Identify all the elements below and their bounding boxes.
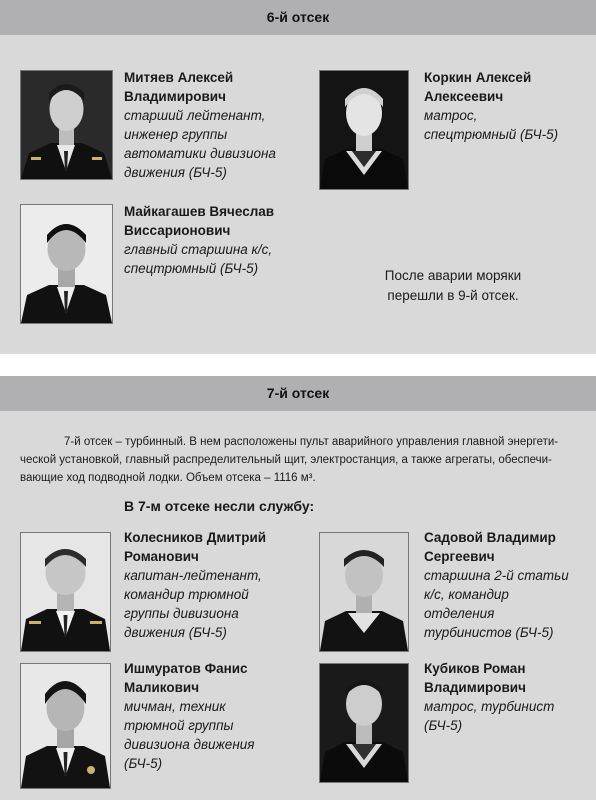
person-maykagashev	[124, 202, 274, 278]
person-desc-line: отделения	[424, 606, 495, 621]
person-korkin	[424, 68, 558, 144]
note-line: перешли в 9-й отсек.	[387, 288, 519, 303]
intro-line: вающие ход подводной лодки. Объем отсека – 1116 м³.	[20, 472, 316, 484]
person-desc-line: движения (БЧ-5)	[124, 625, 227, 640]
person-desc-line: главный старшина к/с,	[124, 242, 273, 257]
compartment-7-intro	[20, 433, 576, 487]
after-accident-note	[342, 266, 564, 306]
portrait-photo-sadovoy	[319, 532, 409, 652]
person-name-line: Кубиков Роман	[424, 661, 526, 676]
person-desc-line: командир трюмной	[124, 587, 249, 602]
person-desc-line: дивизиона движения	[124, 737, 255, 752]
person-desc-line: спецтрюмный (БЧ-5)	[424, 127, 559, 142]
person-desc-line: инженер группы	[124, 127, 228, 142]
portrait-photo-kolesnikov	[20, 532, 111, 652]
compartment-7-panel	[0, 376, 596, 800]
person-name-line: Майкагашев Вячеслав	[124, 204, 275, 219]
person-name-line: Ишмуратов Фанис	[124, 661, 248, 676]
person-kubikov	[424, 659, 554, 735]
person-desc-line: автоматики дивизиона	[124, 146, 276, 161]
person-desc-line: группы дивизиона	[124, 606, 239, 621]
compartment-7-title: 7-й отсек	[0, 376, 596, 411]
portrait-photo-maykagashev	[20, 204, 113, 324]
person-desc-line: матрос,	[424, 108, 478, 123]
person-desc-line: (БЧ-5)	[124, 756, 163, 771]
portrait-photo-mityaev	[20, 70, 113, 180]
person-name-line: Алексеевич	[424, 89, 504, 104]
person-desc-line: мичман, техник	[124, 699, 226, 714]
person-desc-line: турбинистов (БЧ-5)	[424, 625, 554, 640]
compartment-6-title: 6-й отсек	[0, 0, 596, 35]
intro-line: 7-й отсек – турбинный. В нем расположены пульт аварийного управления главной энергети-	[64, 436, 559, 448]
person-desc-line: старший лейтенант,	[124, 108, 266, 123]
person-desc-line: трюмной группы	[124, 718, 234, 733]
person-desc-line: спецтрюмный (БЧ-5)	[124, 261, 259, 276]
person-name-line: Садовой Владимир	[424, 530, 556, 545]
person-name-line: Виссарионович	[124, 223, 231, 238]
person-desc-line: матрос, турбинист	[424, 699, 555, 714]
person-kolesnikov	[124, 528, 266, 642]
person-desc-line: к/с, командир	[424, 587, 509, 602]
portrait-photo-ishmuratov	[20, 663, 111, 789]
person-name-line: Сергеевич	[424, 549, 495, 564]
person-sadovoy	[424, 528, 569, 642]
compartment-6-panel	[0, 0, 596, 354]
person-desc-line: (БЧ-5)	[424, 718, 463, 733]
person-name-line: Колесников Дмитрий	[124, 530, 267, 545]
person-name-line: Коркин Алексей	[424, 70, 532, 85]
person-desc-line: движения (БЧ-5)	[124, 165, 227, 180]
served-in-compartment-heading: В 7-м отсеке несли службу:	[124, 498, 315, 514]
note-line: После аварии моряки	[384, 268, 522, 283]
portrait-photo-korkin	[319, 70, 409, 190]
person-name-line: Владимирович	[424, 680, 526, 695]
person-ishmuratov	[124, 659, 254, 773]
person-mityaev	[124, 68, 276, 182]
person-name-line: Маликович	[124, 680, 200, 695]
portrait-photo-kubikov	[319, 663, 409, 783]
person-desc-line: старшина 2-й статьи	[424, 568, 569, 583]
person-desc-line: капитан-лейтенант,	[124, 568, 262, 583]
person-name-line: Романович	[124, 549, 199, 564]
person-name-line: Митяев Алексей	[124, 70, 234, 85]
person-name-line: Владимирович	[124, 89, 226, 104]
intro-line: ческой установкой, главный распределительный щит, электростанция, а также агрегаты, обеспечи-	[20, 454, 552, 466]
